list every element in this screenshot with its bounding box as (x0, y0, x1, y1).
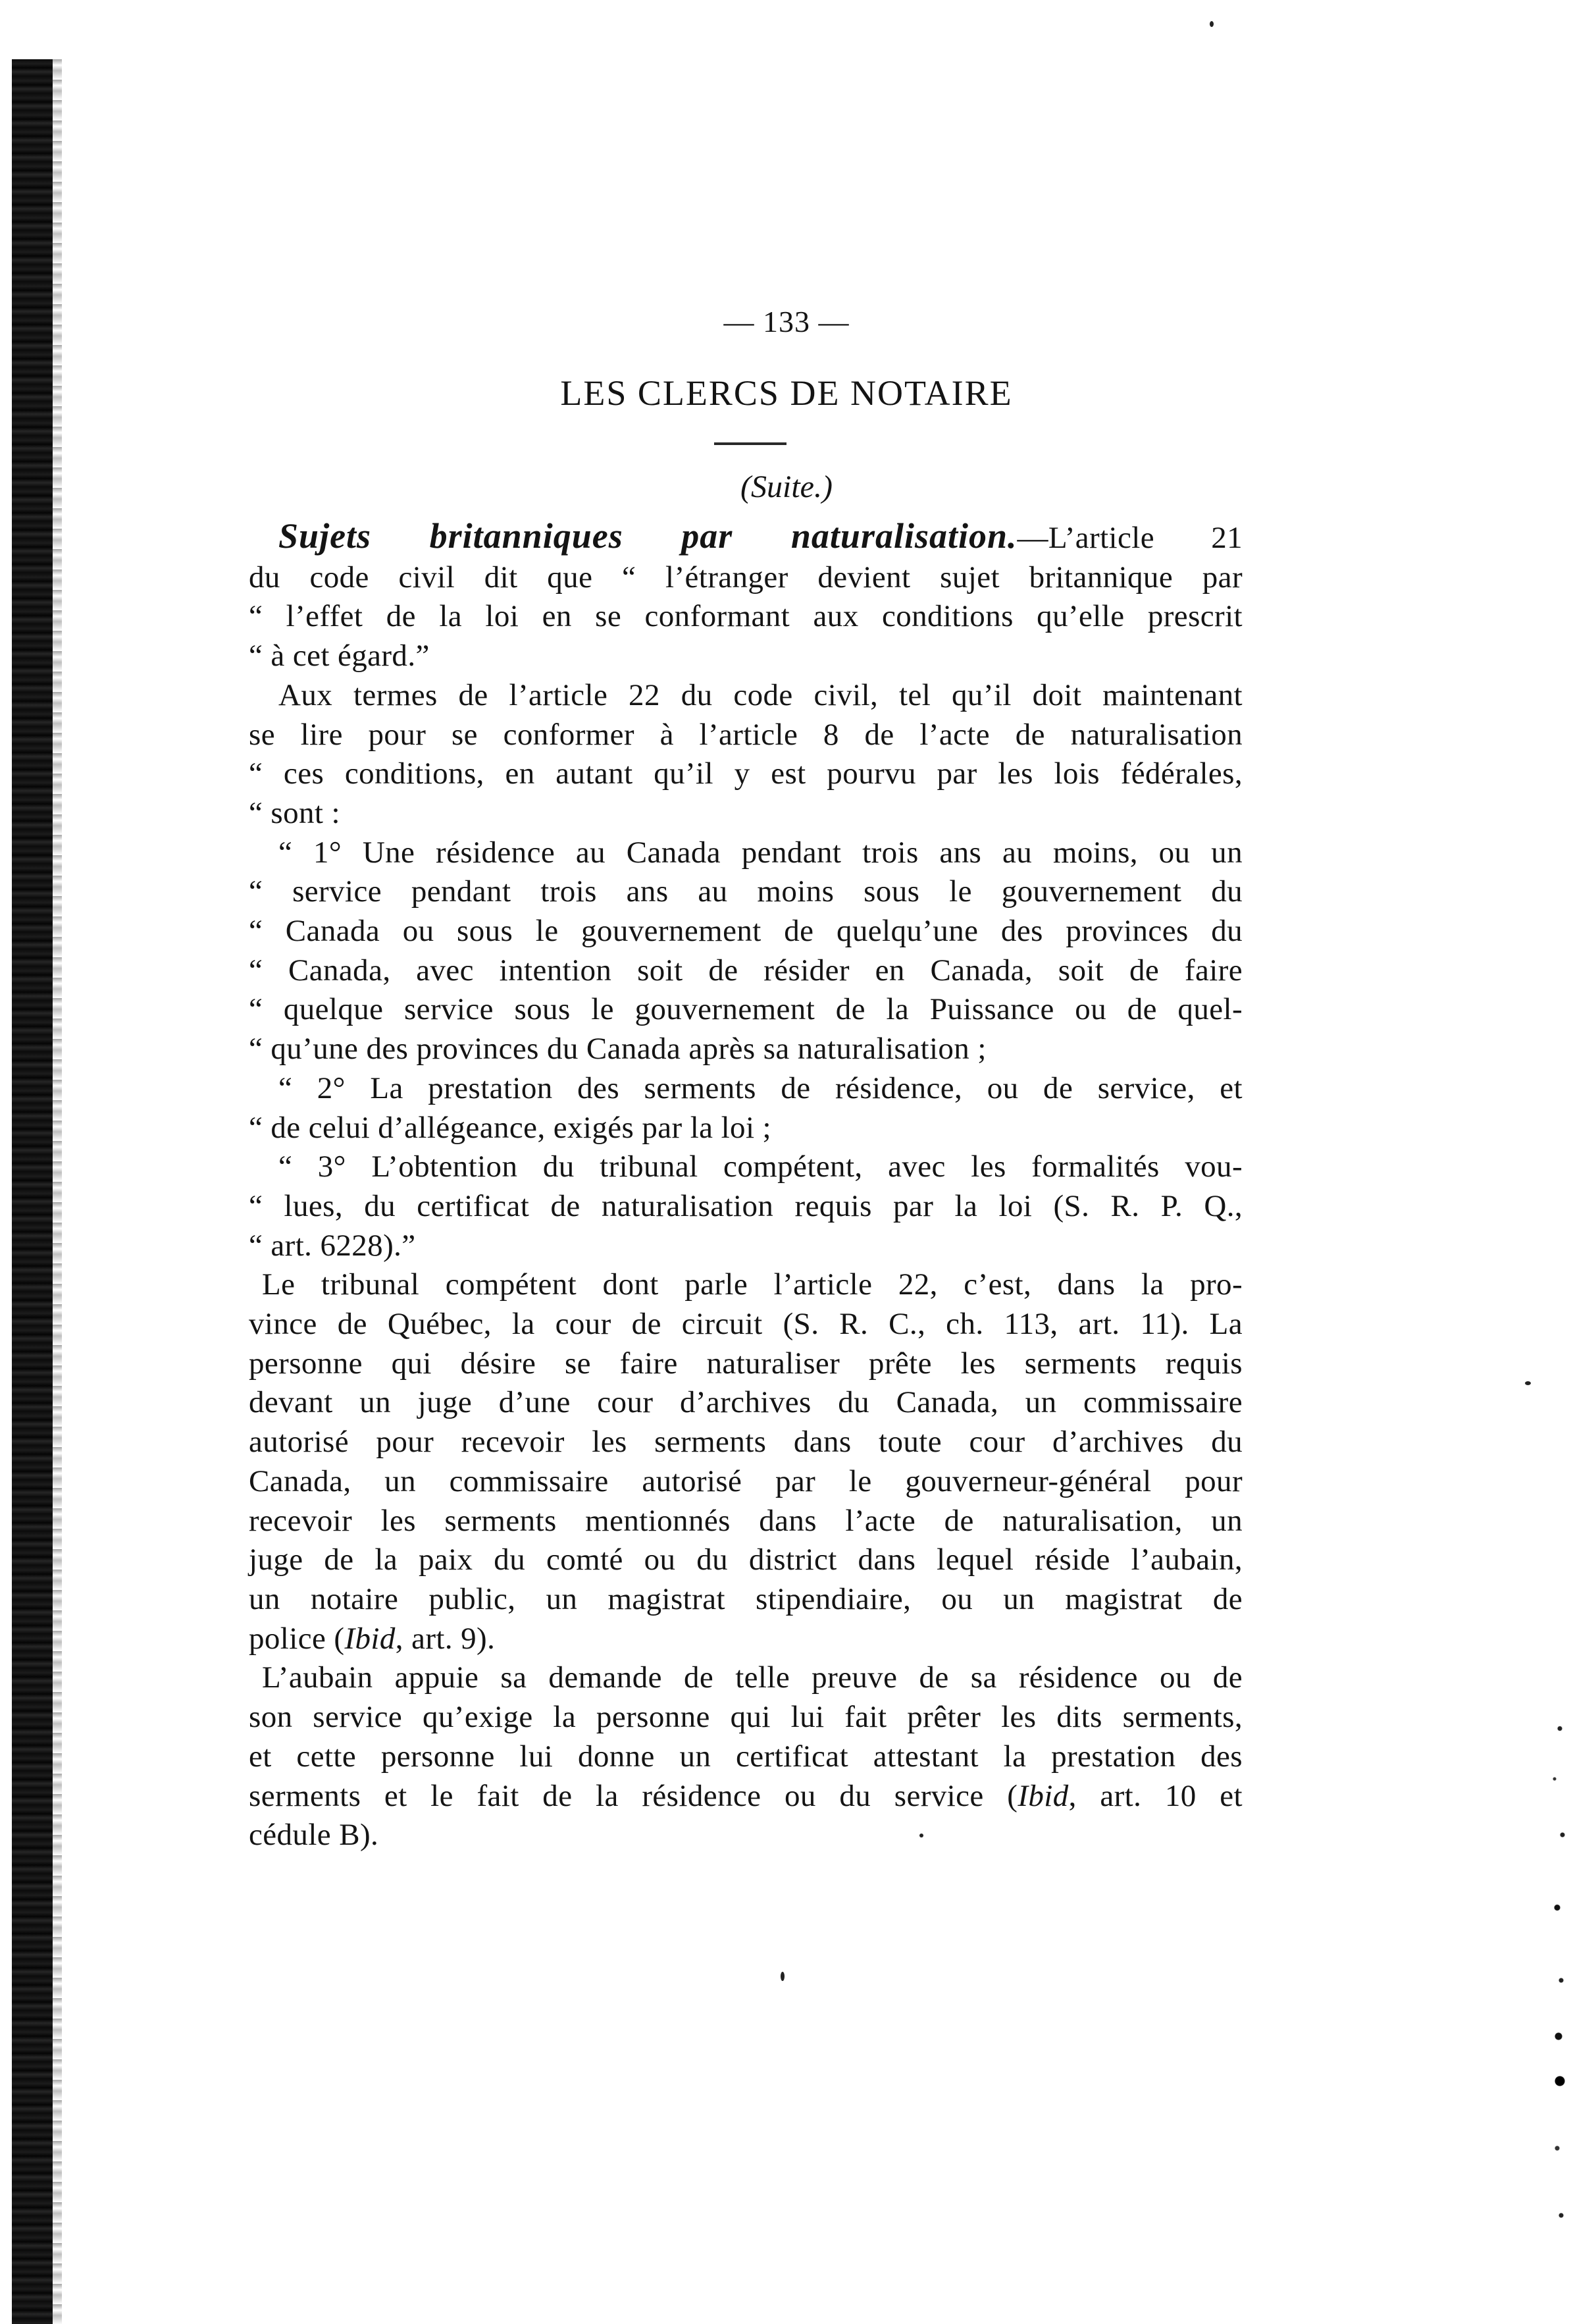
paragraph-line: personne qui désire se faire naturaliser prête les serments requis (249, 1346, 1243, 1381)
paragraph-line: “ quelque service sous le gouvernement de la Puissance ou de quel- (249, 992, 1243, 1027)
paragraph-line: Canada, un commissaire autorisé par le gouverneur-général pour (249, 1464, 1243, 1498)
section-subtitle: (Suite.) (740, 469, 833, 504)
paragraph-line: se lire pour se conformer à l’article 8 de l’acte de naturalisation (249, 717, 1243, 752)
citation-ibid: Ibid (344, 1621, 396, 1656)
paragraph-line: son service qu’exige la personne qui lui fait prêter les dits serments, (249, 1700, 1243, 1735)
paragraph-line: recevoir les serments mentionnés dans l’acte de naturalisation, un (249, 1503, 1243, 1538)
paragraph-line: “ ces conditions, en autant qu’il y est pourvu par les lois fédérales, (249, 756, 1243, 791)
paragraph-line: “ Canada ou sous le gouvernement de quelqu’une des provinces du (249, 914, 1243, 949)
paragraph-line: “ qu’une des provinces du Canada après sa naturalisation ; (249, 1032, 987, 1067)
paragraph-line: et cette personne lui donne un certificat attestant la prestation des (249, 1739, 1243, 1774)
paragraph-line: “ lues, du certificat de naturalisation requis par la loi (S. R. P. Q., (249, 1188, 1243, 1223)
paragraph-line: “ sont : (249, 795, 340, 830)
text-run: , art. 9). (395, 1621, 496, 1656)
paragraph-line: “ service pendant trois ans au moins sous le gouvernement du (249, 874, 1243, 909)
paragraph-line: “ Canada, avec intention soit de résider en Canada, soit de faire (249, 953, 1243, 988)
section-title: LES CLERCS DE NOTAIRE (560, 373, 1013, 413)
paragraph-line: “ à cet égard.” (249, 639, 430, 673)
paragraph-line: juge de la paix du comté ou du district dans lequel réside l’aubain, (249, 1543, 1243, 1577)
paragraph-line: Aux termes de l’article 22 du code civil, tel qu’il doit maintenant (278, 677, 1243, 712)
page-number: — 133 — (723, 305, 850, 338)
paragraph-line: “ 3° L’obtention du tribunal compétent, avec les formalités vou- (278, 1149, 1243, 1184)
paragraph-line: “ 2° La prestation des serments de résidence, ou de service, et (278, 1070, 1243, 1105)
paragraph-line: vince de Québec, la cour de circuit (S. R. C., ch. 113, art. 11). La (249, 1307, 1243, 1342)
citation-ibid: Ibid (1018, 1778, 1069, 1813)
body-text (249, 517, 1243, 1855)
paragraph-line (249, 517, 1243, 558)
paragraph-line: un notaire public, un magistrat stipendiaire, ou un magistrat de (249, 1581, 1243, 1616)
scan-speck (781, 1972, 785, 1981)
text-run: , art. 10 et (1068, 1778, 1243, 1813)
paragraph-line: Le tribunal compétent dont parle l’article 22, c’est, dans la pro- (262, 1267, 1243, 1302)
paragraph-line: “ l’effet de la loi en se conformant aux conditions qu’elle prescrit (249, 599, 1243, 634)
scan-speck (1525, 1381, 1531, 1385)
text-run: police ( (249, 1621, 345, 1656)
paragraph-line: autorisé pour recevoir les serments dans toute cour d’archives du (249, 1425, 1243, 1460)
title-divider (714, 442, 786, 445)
paragraph-line: du code civil dit que “ l’étranger devient sujet britannique par (249, 560, 1243, 594)
paragraph-line: L’aubain appuie sa demande de telle preuve de sa résidence ou de (262, 1660, 1243, 1695)
paragraph-line: cédule B). (249, 1818, 379, 1853)
scan-speck (1210, 21, 1214, 27)
text-run: —L’article 21 (1017, 521, 1243, 555)
paragraph-line (249, 1620, 1243, 1659)
paragraph-line: “ art. 6228).” (249, 1228, 416, 1263)
paragraph-line: “ 1° Une résidence au Canada pendant trois ans au moins, ou un (278, 835, 1243, 870)
paragraph-line (249, 1777, 1243, 1816)
text-run: serments et le fait de la résidence ou du service ( (249, 1778, 1018, 1813)
scan-speckles (1547, 1712, 1573, 2271)
paragraph-line: “ de celui d’allégeance, exigés par la loi ; (249, 1110, 772, 1145)
paragraph-line: devant un juge d’une cour d’archives du Canada, un commissaire (249, 1385, 1243, 1420)
section-heading: Sujets britanniques par naturalisation. (278, 516, 1018, 556)
